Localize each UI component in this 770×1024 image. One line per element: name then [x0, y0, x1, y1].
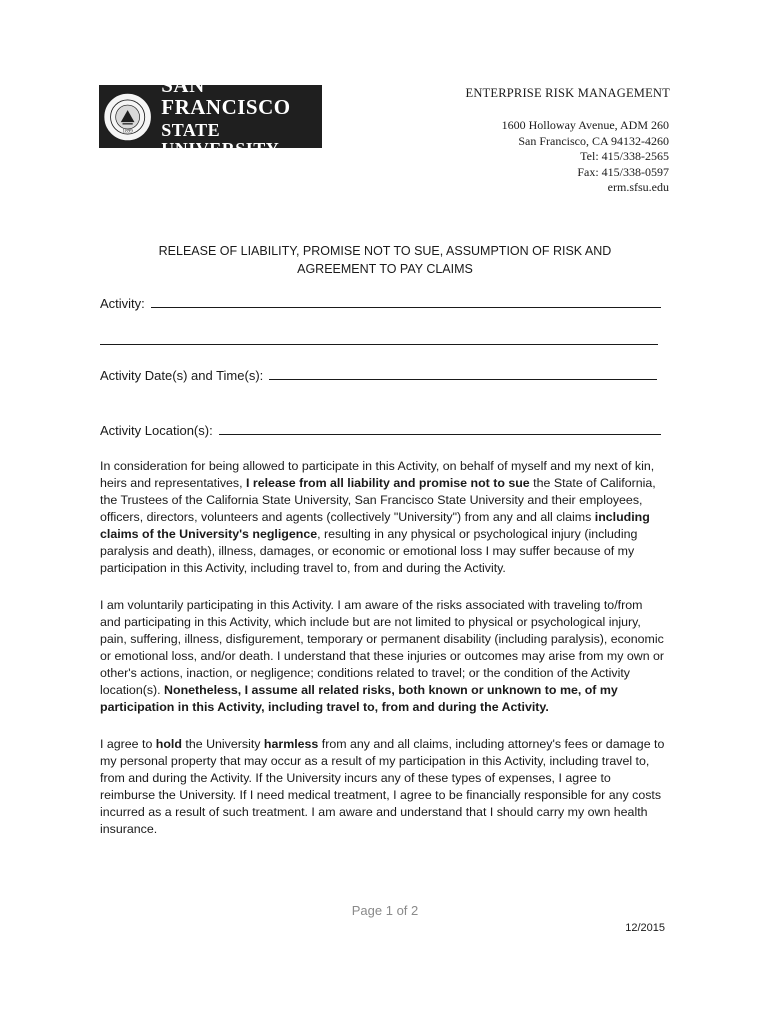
revision-date: 12/2015	[625, 922, 665, 934]
department-name: ENTERPRISE RISK MANAGEMENT	[465, 86, 670, 100]
activity-label: Activity:	[100, 296, 145, 311]
activity-location-field[interactable]	[100, 423, 661, 438]
document-title	[100, 242, 670, 278]
sfsu-logo	[99, 73, 322, 160]
title-line-1: RELEASE OF LIABILITY, PROMISE NOT TO SUE, ASSUMPTION OF RISK AND	[158, 244, 612, 258]
activity-date-field[interactable]	[100, 368, 657, 383]
assumption-of-risk-paragraph: I am voluntarily participating in this Activity. I am aware of the risks associated with traveling to/from and participating in this Activity, which include but are not limited to physical or psychological injury, pain, suffering, illness, disfigurement, temporary or permanent disability (including paralysis), economic or emotional loss, and/or death. I understand that these injuries or outcomes may arise from my own or other's actions, inaction, or negligence; conditions related to travel; or the condition of the Activity location(s). Nonetheless, I assume all related risks, both known or unknown to me, of my participation in this Activity, including travel to, from and during the Activity.	[100, 598, 665, 714]
website-line: erm.sfsu.edu	[607, 180, 669, 194]
activity-field[interactable]	[100, 296, 661, 311]
university-seal-icon	[102, 88, 153, 146]
svg-text:1899: 1899	[122, 127, 133, 134]
activity-date-input-line[interactable]	[269, 378, 657, 380]
address-block	[440, 118, 669, 196]
page-number: Page 1 of 2	[351, 903, 419, 918]
logo-line-1: SAN FRANCISCO	[161, 73, 291, 120]
hold-harmless-paragraph: I agree to hold the University harmless from any and all claims, including attorney's fees or damage to my personal property that may occur as a result of my participation in this Activity, including travel to, from and during the Activity. If the University incurs any of these types of expenses, I agree to reimburse the University. If I need medical treatment, I agree to be financially responsible for any costs incurred as a result of such treatment. I am aware and understand that I should carry my own health insurance.	[100, 737, 665, 836]
address-line: San Francisco, CA 94132-4260	[518, 133, 669, 148]
activity-date-label: Activity Date(s) and Time(s):	[100, 368, 264, 383]
activity-input-line[interactable]	[151, 306, 661, 308]
phone-line: Tel: 415/338-2565	[580, 149, 669, 163]
title-line-2: AGREEMENT TO PAY CLAIMS	[297, 262, 473, 276]
address-line: 1600 Holloway Avenue, ADM 260	[501, 118, 669, 132]
activity-continuation-line[interactable]	[100, 344, 658, 345]
release-paragraph: In consideration for being allowed to participate in this Activity, on behalf of myself and my next of kin, heirs and representatives, I release from all liability and promise not to sue the State of California, the Trustees of the California State University, San Francisco State University and their employees, officers, directors, volunteers and agents (collectively "University") from any and all claims including claims of the University's negligence, resulting in any physical or psychological injury (including paralysis and death), illness, damages, or economic or emotional loss I may suffer because of my participation in this Activity, including travel to, from and during the Activity.	[100, 459, 656, 575]
activity-location-label: Activity Location(s):	[100, 423, 213, 438]
fax-line: Fax: 415/338-0597	[577, 164, 669, 179]
logo-line-2: STATE UNIVERSITY	[161, 120, 280, 160]
activity-location-input-line[interactable]	[219, 433, 661, 435]
